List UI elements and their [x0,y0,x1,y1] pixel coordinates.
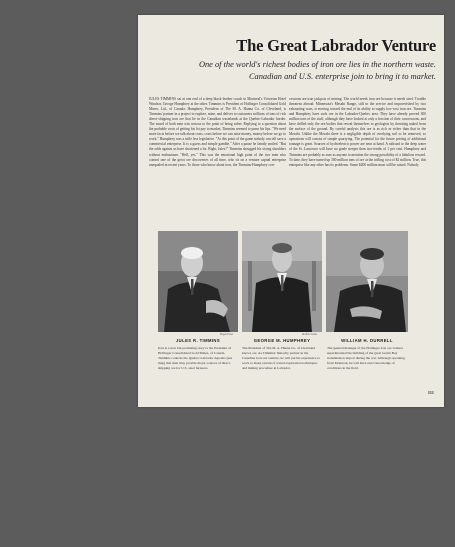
article-subtitle [146,59,436,83]
photo-caption-1: Iron is a new but promising story to the President of Hollinger Consolidated Gold Mines, of Canada. Timmins controls the Quebec-Labrador deposits (see map) that men may provide major sources of direct-shipping ore for U.S. steel furnaces. [158,346,233,370]
photo-name-2: GEORGE M. HUMPHREY [253,338,311,343]
photo-caption-3: The general manager of the Hollinger iron ore venture superintended the building of the great Gouin Bay transmission airport during the war. Although operating from Montreal, he will have exact knowledge of conditions in the field. [327,346,405,370]
portrait-photo-humphrey [242,231,322,332]
portrait-photo-timmins [158,231,238,332]
article-title: The Great Labrador Venture [236,36,436,55]
subtitle-line-2: Canadian and U.S. enterprise join to bring it to market. [248,72,436,81]
body-column-right: cessions are true jackpots of mining. The world needs iron ore because it needs steel. Trouble threatens abroad. Minnesota's Mesabi Range, still in the service and impoverished by two exhausting wars, is moving toward the end of its ability to supply low-cost iron ore. Timmins and Humphrey have such ore in the Labrador-Quebec area. They have already proved 300 million tons of the stuff, although they have looked at only a fraction of their concessions, and have drilled only the ore bodies that reveal themselves to geologists by thrusting naked from the surface of the ground. By careful analysis this ore is as rich as richer than that in the Mesabi. Unlike the Mesabi there is a negligible depth of overlying soil to be removed, so operations will consist of simple quarrying. The potential for the future pricing of additional tonnage is great. Sources of hydroelectric power are near at hand. A railroad to the deep water of the St. Lawrence will have no grade steeper than two-tenths of 1 per cent. Humphrey and Timmins are probably as sure as anyone to mention the strong possibility of a fabulous reward. To date, they have turned up 300 million tons of ore at the trifling cost of $2 million. True, this enterprise like any other has its problems. Some $200 million must still be raised. Nobody [289,97,426,167]
photo-name-1: JULES R. TIMMINS [175,338,221,343]
photo-name-3: WILLIAM H. DURRELL [341,338,393,343]
photo-caption-2: The President of The M. A. Hanna Co. of Cleveland knows ore. As Timmins' minority partner in the Canadian iron-ore venture, he will put his experience to work to make certain of sound exploration techniques and mining procedure in Labrador. [242,346,321,370]
photo-credit-1: Bogen Press [220,333,233,336]
photo-credit-2: Moffett Studio [302,333,318,336]
magazine-page [138,15,444,407]
page-number: 111 [427,390,434,395]
subtitle-line-1: One of the world's richest bodies of iron ore lies in the northern waste. [198,60,436,69]
body-column-left: JULES TIMMINS sat at one end of a deep black-leather couch in Montreal's Victorian Hotel Windsor, George Humphrey at the other. Timmins is President of Hollinger Consolidated Gold Mines, Ltd., of Canada. Humphrey, President of The M. A. Hanna Co. of Cleveland, is Timmins' partner in a project to explore, mine, and deliver to customers millions of tons of rich direct-shipping iron ore that lie in the Canadian wastelands at the Quebec-Labrador border. The mood of both men was serious to the point of being sober. Replying to a question about the probable costs of getting his lot pay to market, Timmins seemed to parse his lips. "We need more facts before we talk about costs, costs before we can raise money, money before we go to work." Humphrey was a trifle less legislative. "At this point of the game nobody can tell save a commercial enterprise. It is a guess and simple gamble." After a pause he faintly smiled. "But the odds against us have shortened a lot. Right, Jules?" Timmins shrugged his strong shoulders without enthusiasm. "Hell, yes." This was the emotional high point of the two men who control one of the great ore discoveries of all time, who sit on a venture capital enterprise unequaled in recent years. To those who know about iron, the Timmins-Humphrey con- [149,97,286,167]
portrait-photo-durrell [326,231,408,332]
